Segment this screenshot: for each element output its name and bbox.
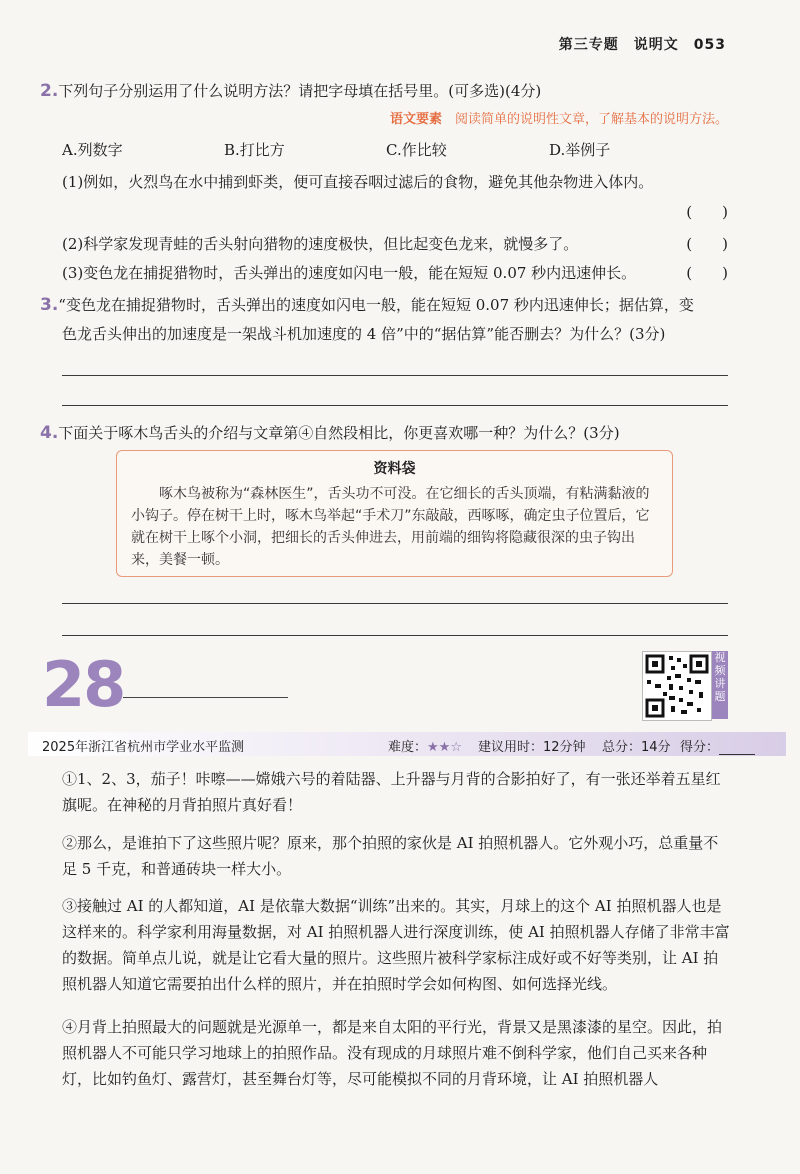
question-4-stem: 下面关于啄木鸟舌头的介绍与文章第④自然段相比，你更喜欢哪一种？为什么？(3分) (58, 424, 620, 442)
question-4 (40, 422, 620, 444)
option-d: D.举例子 (549, 141, 611, 159)
question-number: 4. (40, 423, 59, 443)
question-2-item-1: (1)例如，火烈鸟在水中捕到虾类，便可直接吞咽过滤后的食物，避免其他杂物进入体内。 (62, 173, 654, 191)
source-label: 2025年浙江省杭州市学业水平监测 (42, 740, 245, 755)
question-number: 3. (40, 295, 59, 315)
article-paragraph-2: ②那么，是谁拍下了这些照片呢？原来，那个拍照的家伙是 AI 拍照机器人。它外观小巧，总重量不足 5 千克，和普通砖块一样大小。 (62, 834, 719, 878)
suggested-time: 建议用时：12分钟 (478, 740, 586, 755)
article-paragraph-1: ①1、2、3，茄子！咔嚓——嫦娥六号的着陆器、上升器与月背的合影拍好了，有一张还举着五星红旗呢。在神秘的月背拍照片真好看！ (62, 770, 721, 814)
page-header: 第三专题 说明文 053 (558, 37, 726, 53)
option-a: A.列数字 (62, 141, 123, 159)
question-3-line-1 (40, 294, 694, 316)
score-blank[interactable] (719, 742, 755, 755)
answer-line[interactable] (62, 635, 728, 636)
score-field[interactable] (680, 736, 755, 755)
article-paragraph-3: ③接触过 AI 的人都知道，AI 是依靠大数据“训练”出来的。其实，月球上的这个 AI 拍照机器人也是这样来的。科学家利用海量数据，对 AI 拍照机器人进行深度训练，使 AI 拍照机器人存储了非常丰富的数据。简单点儿说，就是让它看大量的照片。这些照片被科学家标注成好或不好等类别，让 AI 拍照机器人知道它需要拍出什么样的照片，并在拍照时学会如何构图、如何选择光线。 (62, 897, 730, 993)
info-box (116, 450, 673, 577)
answer-line[interactable] (62, 375, 728, 376)
option-c: C.作比较 (386, 141, 447, 159)
answer-paren-2[interactable]: ( ) (686, 235, 728, 253)
option-b: B.打比方 (224, 141, 285, 159)
question-2-item-2: (2)科学家发现青蛙的舌头射向猎物的速度极快，但比起变色龙来，就慢多了。 (62, 235, 579, 253)
video-explain-label: 视频讲题 (714, 651, 726, 703)
info-box-text: 啄木鸟被称为“森林医生”，舌头功不可没。在它细长的舌头顶端，有粘满黏液的小钩子。停在树干上时，啄木鸟举起“手术刀”东敲敲，西啄啄，确定虫子位置后，它就在树干上啄个小洞，把细长的舌头伸进去，用前端的细钩将隐藏很深的虫子钩出来，美餐一顿。 (131, 486, 650, 568)
language-element-desc: 阅读简单的说明性文章，了解基本的说明方法。 (454, 112, 728, 127)
answer-paren-3[interactable]: ( ) (686, 264, 728, 282)
question-stem: 下列句子分别运用了什么说明方法？请把字母填在括号里。(可多选)(4分) (58, 82, 542, 100)
title-blank-line[interactable] (123, 697, 288, 698)
difficulty-label: 难度： (388, 740, 428, 755)
answer-line[interactable] (62, 603, 728, 604)
answer-line[interactable] (62, 405, 728, 406)
question-2-item-3: (3)变色龙在捕捉猎物时，舌头弹出的速度如闪电一般，能在短短 0.07 秒内迅速伸长。 (62, 264, 637, 282)
score-label: 得分： (680, 740, 720, 755)
question-2 (40, 80, 541, 102)
info-box-title: 资料袋 (373, 461, 416, 477)
difficulty (388, 736, 462, 755)
question-3-text-1: “变色龙在捕捉猎物时，舌头弹出的速度如闪电一般，能在短短 0.07 秒内迅速伸长；据估算，变 (58, 296, 694, 314)
total-score: 总分：14分 (602, 740, 671, 755)
question-number: 2. (40, 81, 59, 101)
answer-paren-1[interactable]: ( ) (686, 203, 728, 221)
qr-code-icon (643, 652, 711, 720)
article-paragraph-4: ④月背上拍照最大的问题就是光源单一，都是来自太阳的平行光，背景又是黑漆漆的星空。因此，拍照机器人不可能只学习地球上的拍照作品。没有现成的月球照片难不倒科学家，他们自己买来各种灯，比如钓鱼灯、露营灯，甚至舞台灯等，尽可能模拟不同的月背环境，让 AI 拍照机器人 (62, 1018, 723, 1088)
language-element-note (390, 108, 728, 127)
qr-code[interactable] (642, 651, 712, 721)
section-number: 28 (42, 648, 125, 721)
language-element-tag: 语文要素 (389, 112, 442, 127)
video-explain-tab[interactable] (712, 651, 728, 719)
difficulty-stars: ★★☆ (427, 740, 462, 755)
question-3-line-2: 色龙舌头伸出的加速度是一架战斗机加速度的 4 倍”中的“据估算”能否删去？为什么？(3分) (62, 325, 666, 343)
